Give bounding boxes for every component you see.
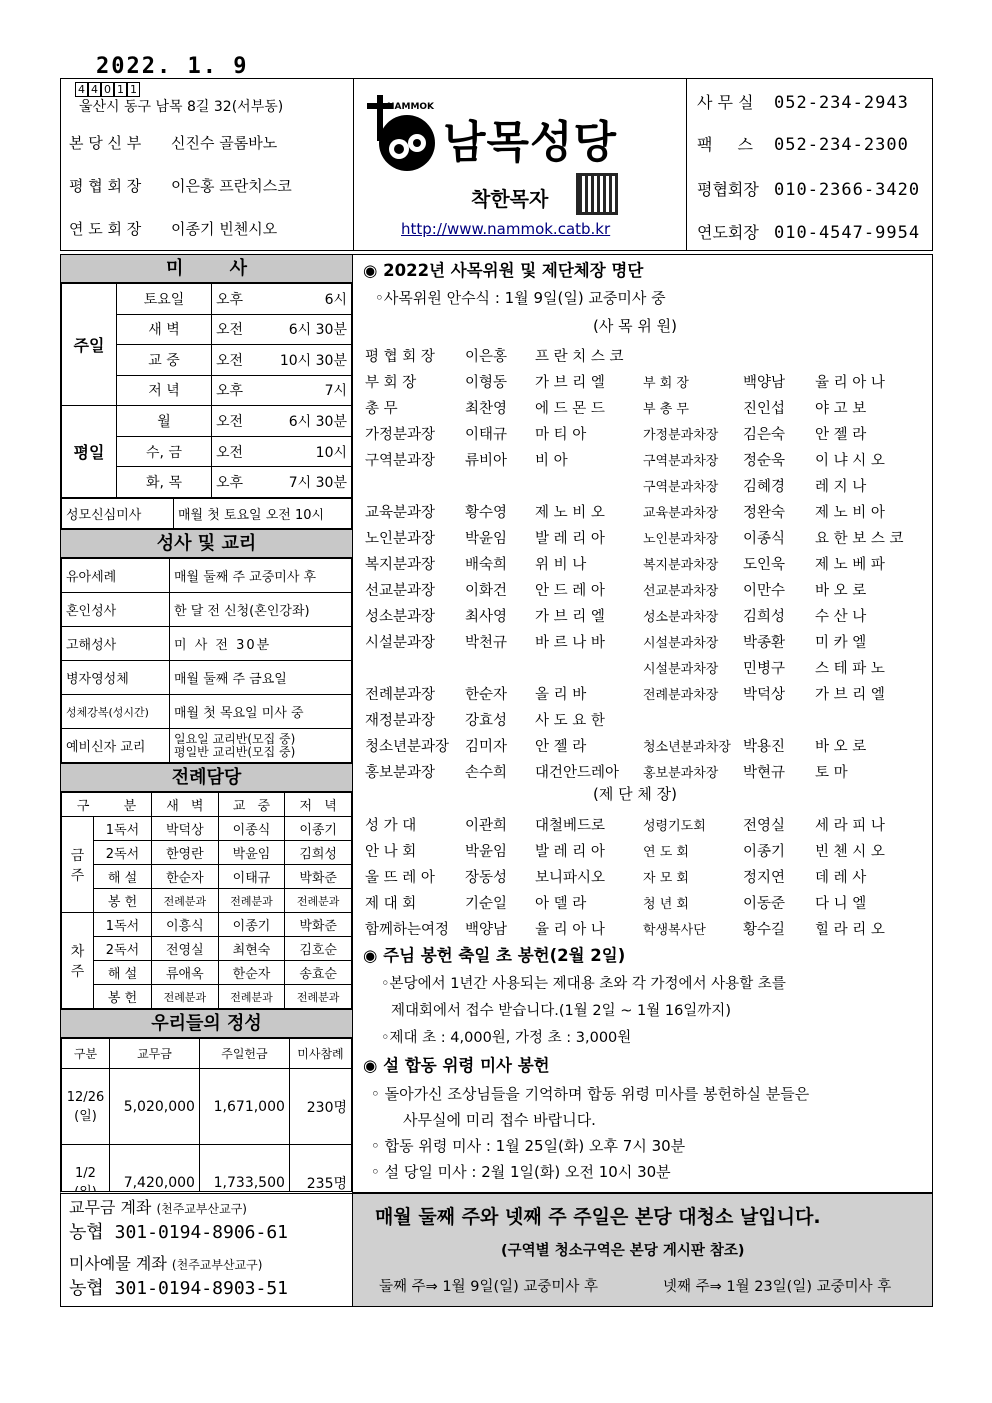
- website-link[interactable]: http://www.nammok.catb.kr: [401, 220, 611, 238]
- roster-row: 청소년분과장 김미자 안 젤 라 청소년분과차장 박용진 바 오 로: [365, 738, 867, 755]
- right-column: ◉ 2022년 사목위원 및 제단체장 명단 ◦사목위원 안수식 : 1월 9일(일) 교중미사 중 (사 목 위 원) 평 협 회 장 이은홍 프 란 치 스 코 부 회 장 이형동 가 브 리 엘 부 회 장 백양남 율 리 아 나 총 무 최찬영 에 드 몬 드 부 총 무 진인섭 야 고 보 가정분과장 이태규 마 티 아 가정분과차장 김은숙 안 젤 라 구역분과장 류비아 비 아 구역분과차장 정순욱 이 냐 시 오 구역분과차장 김혜경 레 지 나 교육분과장 황수영 제 노 비 오 교육분과차장 정완숙 제 노 비 아 노인분과장 박윤임 발 레 리 아 노인분과차장 이종식 요 한 보 스 코 복지분과장 배숙희 위 비 나 복지분과차장 도인욱 제 노 베 파 선교분과장 이화건 안 드 레 아 선교분과차장 이만수 바 오 로 성소분과장 최사영 가 브 리 엘 성소분과차장 김희성 수 산 나 시설분과장 박천규 바 르 나 바 시설분과차장 박종환 미 카 엘 시설분과차장 민병구 스 테 파 노 전례분과장 한순자 올 리 바 전례분과차장 박덕상 가 브 리 엘 재정분과장 강효성 사 도 요 한 청소년분과장 김미자 안 젤 라 청소년분과차장 박용진 바 오 로 홍보분과장 손수희 대건안드레아 홍보분과차장 박현규 토 마 (제 단 체 장) 성 가 대 이관희 대철베드로 성령기도회 전영실 세 라 피 나 안 나 회 박윤임 발 레 리 아 연 도 회 이종기 빈 첸 시 오 울 뜨 레 아 장동성 보니파시오 자 모 회 정지연 데 레 사 제 대 회 기순일 아 델 라 청 년 회 이동준 다 니 엘 함께하는여정 백양남 율 리 아 나 학생복사단 황수길 힐 라 리 오 ◉ 주님 봉헌 축일 초 봉헌(2월 2일) ◦본당에서 1년간 사용되는 제대용 초와 각 가정에서 사용할 초를 제대회에서 접수 받습니다.(1월 2일 ~ 1월 16일까지) ◦제대 초 : 4,000원, 가정 초 : 3,000원 ◉ 설 합동 위령 미사 봉헌 ◦ 돌아가신 조상님들을 기억하며 합동 위령 미사를 봉헌하실 분들은 사무실에 미리 접수 바랍니다. ◦ 합동 위령 미사 : 1월 25일(화) 오후 7시 30분 ◦ 설 당일 미사 : 2월 1일(화) 오전 10시 30분 매월 둘째 주와 넷째 주 주일은 본당 대청소 날입니다. (구역별 청소구역은 본당 게시판 참조) 둘째 주⇒ 1월 9일(일) 교중미사 후 넷째 주⇒ 1월 23일(일) 교중미사 후: [352, 254, 933, 1307]
- roster-row: 가정분과장 이태규 마 티 아 가정분과차장 김은숙 안 젤 라: [365, 426, 867, 443]
- groups-heading: (제 단 체 장): [593, 785, 677, 803]
- roster-row: 울 뜨 레 아 장동성 보니파시오 자 모 회 정지연 데 레 사: [365, 869, 867, 886]
- contact-yeondo-value: 010-4547-9954: [774, 223, 921, 243]
- roster-row: 홍보분과장 손수희 대건안드레아 홍보분과차장 박현규 토 마: [365, 764, 848, 781]
- liturgy-title: 전례담당: [61, 763, 352, 792]
- roster-row: 평 협 회 장 이은홍 프 란 치 스 코: [365, 348, 624, 365]
- header: [60, 78, 933, 251]
- roster-row: 부 회 장 이형동 가 브 리 엘 부 회 장 백양남 율 리 아 나: [365, 374, 885, 391]
- staff-council-name: 이은홍 프란치스코: [171, 177, 292, 195]
- roster-row: 성소분과장 최사영 가 브 리 엘 성소분과차장 김희성 수 산 나: [365, 608, 867, 625]
- notice3-title: ◉ 설 합동 위령 미사 봉헌: [363, 1056, 550, 1075]
- notice1-title: ◉ 2022년 사목위원 및 제단체장 명단: [363, 261, 644, 280]
- contact-council-label: 평협회장: [697, 180, 759, 199]
- roster-row: 재정분과장 강효성 사 도 요 한: [365, 712, 605, 729]
- roster-row: 총 무 최찬영 에 드 몬 드 부 총 무 진인섭 야 고 보: [365, 400, 867, 417]
- church-logo: NAMMOK 남목성당: [363, 93, 683, 183]
- accounts-box: 교무금 계좌 (천주교부산교구) 농협 301-0194-8906-61 미사예물 계좌 (천주교부산교구) 농협 301-0194-8903-51: [60, 1191, 353, 1307]
- sacraments-table: 유아세례 매월 둘째 주 교중미사 후 혼인성사 한 달 전 신청(혼인강좌) 고해성사 미 사 전 30분 병자영성체 매월 둘째 주 금요일 성체강복(성시간) 매월 첫 목요일 미사 중 예비신자 교리 일요일 교리반(모집 중) 평일반 교리반(모집 중): [61, 558, 352, 763]
- contact-office-value: 052-234-2943: [774, 93, 909, 113]
- contact-yeondo-label: 연도회장: [697, 223, 759, 242]
- roster-row: 교육분과장 황수영 제 노 비 오 교육분과차장 정완숙 제 노 비 아: [365, 504, 885, 521]
- account-mass-number: 농협 301-0194-8903-51: [69, 1278, 289, 1299]
- roster-row: 선교분과장 이화건 안 드 레 아 선교분과차장 이만수 바 오 로: [365, 582, 867, 599]
- slogan: 착한목자: [471, 187, 549, 211]
- contact-fax-value: 052-234-2300: [774, 135, 909, 155]
- roster-row: 노인분과장 박윤임 발 레 리 아 노인분과차장 이종식 요 한 보 스 코: [365, 530, 904, 547]
- roster-row: 함께하는여정 백양남 율 리 아 나 학생복사단 황수길 힐 라 리 오: [365, 921, 885, 938]
- notice2-title: ◉ 주님 봉헌 축일 초 봉헌(2월 2일): [363, 946, 626, 965]
- roster-row: 복지분과장 배숙희 위 비 나 복지분과차장 도인욱 제 노 베 파: [365, 556, 885, 573]
- qr-code-icon: [576, 173, 618, 215]
- offering-title: 우리들의 정성: [61, 1009, 352, 1038]
- heart-mass: 성모신심미사 매월 첫 토요일 오전 10시: [61, 498, 352, 529]
- cleaning-second-week: 둘째 주⇒ 1월 9일(일) 교중미사 후: [379, 1279, 599, 1295]
- cleaning-sub: (구역별 청소구역은 본당 게시판 참조): [501, 1243, 745, 1259]
- offering-table: 구분 교무금 주일헌금 미사참례 12/26 (일) 5,020,000 1,671,000 230명 1/2 7,420,000 1,733,500 235명: [61, 1038, 352, 1221]
- roster-row: 안 나 회 박윤임 발 레 리 아 연 도 회 이종기 빈 첸 시 오: [365, 843, 885, 860]
- left-column: [60, 254, 353, 1307]
- contact-office-label: 사 무 실: [697, 93, 754, 112]
- roster-row: 전례분과장 한순자 올 리 바 전례분과차장 박덕상 가 브 리 엘: [365, 686, 885, 703]
- roster-row: 제 대 회 기순일 아 델 라 청 년 회 이동준 다 니 엘: [365, 895, 867, 912]
- contact-council-value: 010-2366-3420: [774, 180, 921, 200]
- roster-row: 성 가 대 이관희 대철베드로 성령기도회 전영실 세 라 피 나: [365, 817, 885, 834]
- notice1-sub: ◦사목위원 안수식 : 1월 9일(일) 교중미사 중: [375, 289, 666, 307]
- roster-row: 구역분과장 류비아 비 아 구역분과차장 정순욱 이 냐 시 오: [365, 452, 885, 469]
- church-name: 남목성당: [443, 117, 618, 168]
- sunday-label: 주일: [62, 284, 117, 406]
- liturgy-table: 구 분 새 벽 교 중 저 녁 금 주 1독서 박덕상 이종식 이종기 2독서 한영란 박윤임 김희성 해 설 한순자 이태규 박화준 봉 헌 전례분과 전례분과 전례분과 차 주 1독서 이흥식 이종기 박화준 2독서 전영실 최현숙 김호순 해 설 류애옥 한순자 송효순 봉 헌 전례분과 전례분과 전례분과: [61, 792, 352, 1009]
- roster-row: 구역분과차장 김혜경 레 지 나: [643, 478, 867, 495]
- address: 울산시 동구 남목 8길 32(서부동): [79, 99, 284, 115]
- cleaning-box: [353, 1192, 932, 1306]
- cleaning-fourth-week: 넷째 주⇒ 1월 23일(일) 교중미사 후: [663, 1279, 892, 1295]
- council-heading: (사 목 위 원): [593, 317, 677, 335]
- sacraments-title: 성사 및 교리: [61, 529, 352, 558]
- account-dues-number: 농협 301-0194-8906-61: [69, 1222, 289, 1243]
- staff-council-role: 평 협 회 장: [69, 177, 142, 195]
- staff-yeondo-role: 연 도 회 장: [69, 220, 142, 238]
- weekday-label: 평일: [62, 406, 117, 498]
- cleaning-title: 매월 둘째 주와 넷째 주 주일은 본당 대청소 날입니다.: [375, 1206, 821, 1228]
- mass-table: 주일 토요일 오후 6시 새 벽 오전 6시 30분 교 중 오전 10시 30분 저 녁 오후 7시 평일 월 오전 6시 30분 수, 금 오전 10시 화, 목 오후 7시 30분: [61, 283, 352, 498]
- roster-row: 시설분과장 박천규 바 르 나 바 시설분과차장 박종환 미 카 엘: [365, 634, 867, 651]
- staff-pastor-role: 본 당 신 부: [69, 134, 142, 152]
- mass-title: 미 사: [61, 255, 352, 283]
- issue-date: 2022. 1. 9: [96, 54, 249, 79]
- staff-pastor-name: 신진수 골롬바노: [171, 134, 278, 152]
- roster-row: 시설분과차장 민병구 스 테 파 노: [643, 660, 885, 677]
- contact-fax-label: 팩 스: [697, 135, 753, 154]
- zip-code: 4 4 0 1 1: [75, 82, 140, 97]
- staff-yeondo-name: 이종기 빈첸시오: [171, 220, 278, 238]
